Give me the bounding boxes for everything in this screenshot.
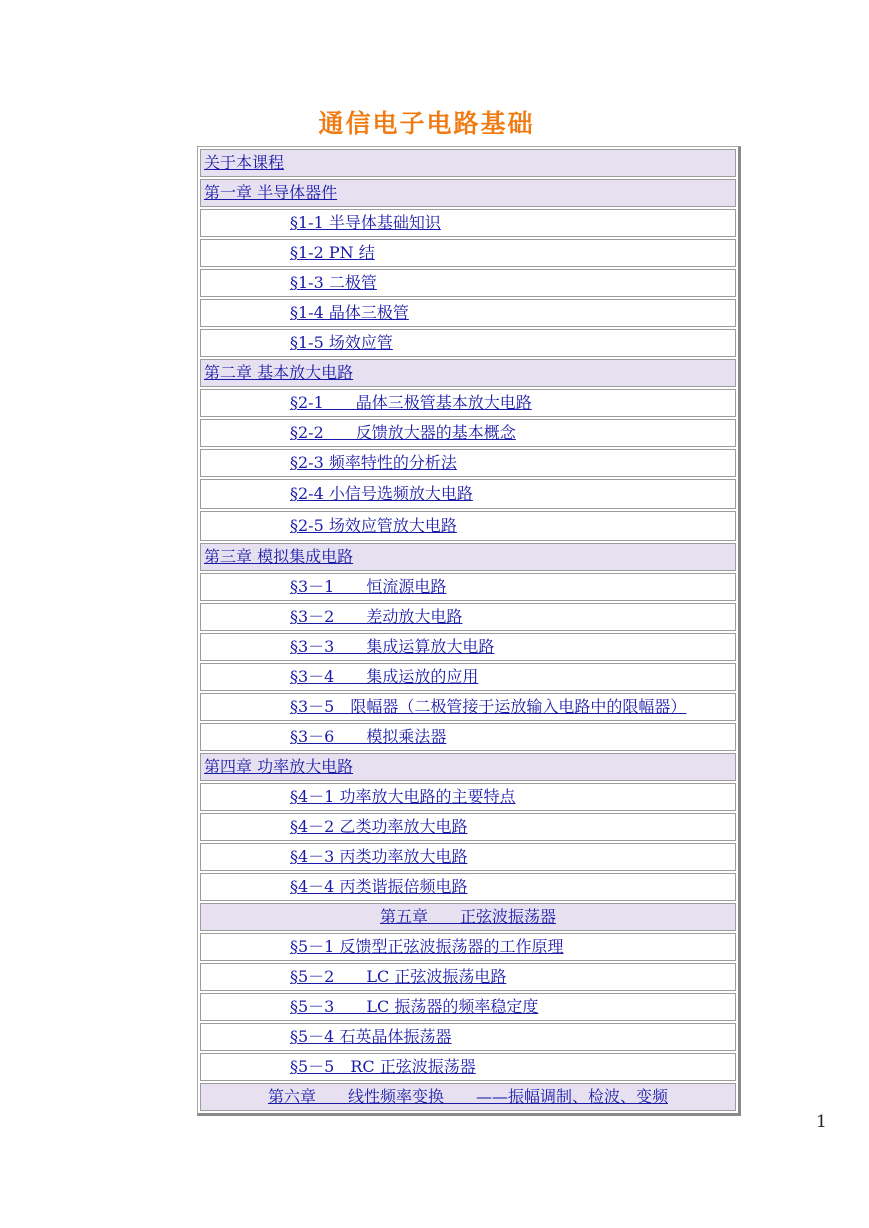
toc-link[interactable]: 关于本课程 <box>204 153 285 172</box>
toc-row-section <box>200 813 736 841</box>
toc-link[interactable]: §2-3 频率特性的分析法 <box>290 453 457 472</box>
toc-link[interactable]: 第五章 正弦波振荡器 <box>379 907 556 926</box>
toc-row-section <box>200 783 736 811</box>
table-of-contents <box>197 146 741 1116</box>
toc-link[interactable]: §2-4 小信号选频放大电路 <box>290 484 473 503</box>
toc-row-section <box>200 663 736 691</box>
toc-row-section <box>200 633 736 661</box>
toc-row-section <box>200 239 736 267</box>
toc-link[interactable]: §1-1 半导体基础知识 <box>290 213 441 232</box>
toc-link[interactable]: §2-1 晶体三极管基本放大电路 <box>290 393 532 412</box>
toc-row-section <box>200 873 736 901</box>
toc-row-section <box>200 389 736 417</box>
toc-row-section <box>200 1053 736 1081</box>
toc-row-section <box>200 419 736 447</box>
toc-row-section <box>200 511 736 541</box>
toc-link[interactable]: 第二章 基本放大电路 <box>204 363 354 382</box>
toc-row-chapter-1 <box>200 179 736 207</box>
toc-link[interactable]: §1-2 PN 结 <box>290 243 375 262</box>
toc-row-section <box>200 479 736 509</box>
toc-row-chapter-4 <box>200 753 736 781</box>
toc-row-section <box>200 603 736 631</box>
toc-row-section <box>200 723 736 751</box>
toc-link[interactable]: §1-3 二极管 <box>290 273 377 292</box>
toc-link[interactable]: §5－1 反馈型正弦波振荡器的工作原理 <box>290 937 564 956</box>
toc-row-section <box>200 993 736 1021</box>
toc-row-section <box>200 693 736 721</box>
page-number: 1 <box>816 1112 827 1132</box>
toc-row-chapter-5 <box>200 903 736 931</box>
toc-row-section <box>200 843 736 871</box>
toc-link[interactable]: §5－2 LC 正弦波振荡电路 <box>290 967 507 986</box>
toc-link[interactable]: §3－3 集成运算放大电路 <box>290 637 495 656</box>
toc-link[interactable]: §4－4 丙类谐振倍频电路 <box>290 877 468 896</box>
toc-row-chapter-6 <box>200 1083 736 1111</box>
toc-row-section <box>200 1023 736 1051</box>
toc-row-chapter-3 <box>200 543 736 571</box>
toc-link[interactable]: 第六章 线性频率变换 ——振幅调制、检波、变频 <box>267 1087 668 1106</box>
toc-link[interactable]: 第一章 半导体器件 <box>204 183 338 202</box>
toc-link[interactable]: 第四章 功率放大电路 <box>204 757 354 776</box>
toc-link[interactable]: §4－2 乙类功率放大电路 <box>290 817 468 836</box>
toc-row-section <box>200 963 736 991</box>
toc-row-section <box>200 933 736 961</box>
toc-link[interactable]: §4－1 功率放大电路的主要特点 <box>290 787 516 806</box>
toc-link[interactable]: 第三章 模拟集成电路 <box>204 547 354 566</box>
toc-row-section <box>200 449 736 477</box>
toc-link[interactable]: §3－1 恒流源电路 <box>290 577 447 596</box>
toc-link[interactable]: §4－3 丙类功率放大电路 <box>290 847 468 866</box>
toc-row-about <box>200 149 736 177</box>
toc-link[interactable]: §5－4 石英晶体振荡器 <box>290 1027 452 1046</box>
toc-link[interactable]: §3－4 集成运放的应用 <box>290 667 479 686</box>
toc-link[interactable]: §1-4 晶体三极管 <box>290 303 409 322</box>
toc-link[interactable]: §2-5 场效应管放大电路 <box>290 516 457 535</box>
toc-link[interactable]: §3－2 差动放大电路 <box>290 607 463 626</box>
toc-row-section <box>200 329 736 357</box>
toc-row-chapter-2 <box>200 359 736 387</box>
toc-row-section <box>200 299 736 327</box>
toc-link[interactable]: §3－5 限幅器（二极管接于运放输入电路中的限幅器） <box>290 697 687 716</box>
toc-link[interactable]: §1-5 场效应管 <box>290 333 393 352</box>
toc-row-section <box>200 573 736 601</box>
toc-row-section <box>200 209 736 237</box>
document-title: 通信电子电路基础 <box>318 109 535 138</box>
toc-row-section <box>200 269 736 297</box>
toc-link[interactable]: §2-2 反馈放大器的基本概念 <box>290 423 516 442</box>
toc-link[interactable]: §5－5 RC 正弦波振荡器 <box>290 1057 476 1076</box>
toc-link[interactable]: §5－3 LC 振荡器的频率稳定度 <box>290 997 539 1016</box>
toc-link[interactable]: §3－6 模拟乘法器 <box>290 727 447 746</box>
